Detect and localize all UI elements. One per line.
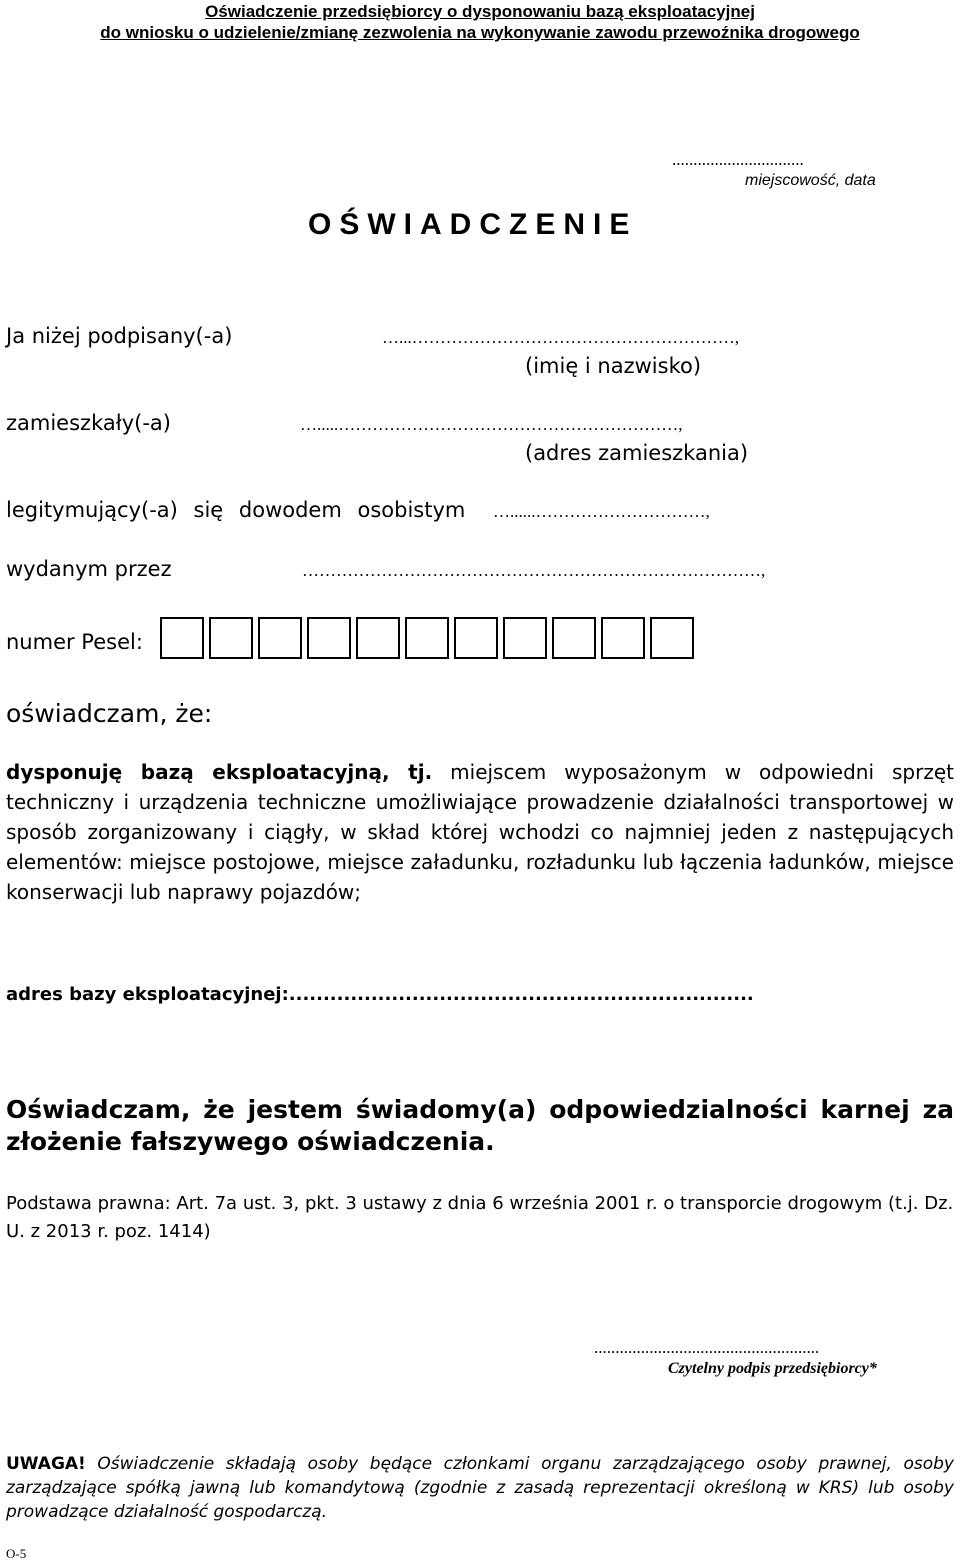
place-date-label: miejscowość, data (745, 172, 876, 189)
issued-by-dots[interactable]: ………………………………………………………………………, (302, 561, 766, 580)
pesel-digit-box[interactable] (209, 617, 253, 659)
pesel-digit-box[interactable] (258, 617, 302, 659)
note-prefix: UWAGA! (6, 1454, 86, 1474)
address-caption: (adres zamieszkania) (525, 441, 749, 465)
pesel-digit-box[interactable] (405, 617, 449, 659)
pesel-digit-box[interactable] (601, 617, 645, 659)
signature-label: Czytelny podpis przedsiębiorcy* (668, 1360, 877, 1377)
base-address-line (6, 984, 754, 1005)
header-line-1: Oświadczenie przedsiębiorcy o dysponowaniu bazą eksploatacyjnej (205, 2, 755, 21)
address-dots[interactable]: ….....……………………………………………………, (300, 415, 683, 434)
pesel-digit-box[interactable] (160, 617, 204, 659)
name-dots[interactable]: …...…………………………………………………, (382, 328, 739, 347)
note-text: Oświadczenie składają osoby będące członkami organu zarządzającego osoby prawnej, osoby zarządzające spółką jawną lub komandytową (zgodnie z zasadą reprezentacji określoną w KRS) lub osoby prowadzące działalność gospodarczą. (6, 1454, 954, 1522)
pesel-digit-box[interactable] (552, 617, 596, 659)
note-paragraph (6, 1452, 954, 1524)
pesel-boxes (160, 617, 699, 659)
issued-by-label: wydanym przez (6, 557, 172, 581)
place-date-dots: ............................... (672, 150, 804, 169)
pesel-digit-box[interactable] (356, 617, 400, 659)
legal-basis: Podstawa prawna: Art. 7a ust. 3, pkt. 3 ustawy z dnia 6 września 2001 r. o transporcie drogowym (t.j. Dz. U. z 2013 r. poz. 1414) (6, 1193, 954, 1242)
base-address-dots[interactable]: .................................................................... (288, 984, 754, 1005)
base-address-label: adres bazy eksploatacyjnej: (6, 984, 289, 1005)
id-card-label: legitymujący(-a) się dowodem osobistym (6, 498, 466, 522)
name-label: Ja niżej podpisany(-a) (6, 324, 233, 348)
body-lead: dysponuję bazą eksploatacyjną, tj. (6, 760, 433, 784)
document-title: OŚWIADCZENIE (308, 208, 638, 241)
pesel-digit-box[interactable] (650, 617, 694, 659)
body-paragraph (6, 757, 954, 907)
pesel-digit-box[interactable] (307, 617, 351, 659)
id-card-dots[interactable]: …......…………………………, (493, 502, 710, 521)
signature-dots: ..................................................... (594, 1338, 820, 1357)
pesel-digit-box[interactable] (503, 617, 547, 659)
header-line-2: do wniosku o udzielenie/zmianę zezwolenia na wykonywanie zawodu przewoźnika drogowego (100, 23, 860, 42)
pesel-digit-box[interactable] (454, 617, 498, 659)
name-caption: (imię i nazwisko) (525, 354, 702, 378)
footer-code: O-5 (6, 1546, 27, 1561)
pesel-label: numer Pesel: (6, 630, 143, 654)
body-text: miejscem wyposażonym w odpowiedni sprzęt techniczny i urządzenia techniczne umożliwiające prowadzenie działalności transportowej w sposób zorganizowany i ciągły, w skład której wchodzi co najmniej jeden z następujących elementów: miejsce postojowe, miejsce załadunku, rozładunku lub łączenia ładunków, miejsce konserwacji lub naprawy pojazdów; (6, 760, 954, 904)
liability-statement: Oświadczam, że jestem świadomy(a) odpowiedzialności karnej za złożenie fałszywego oświadczenia. (6, 1095, 954, 1156)
address-label: zamieszkały(-a) (6, 411, 171, 435)
declare-heading: oświadczam, że: (6, 699, 213, 728)
